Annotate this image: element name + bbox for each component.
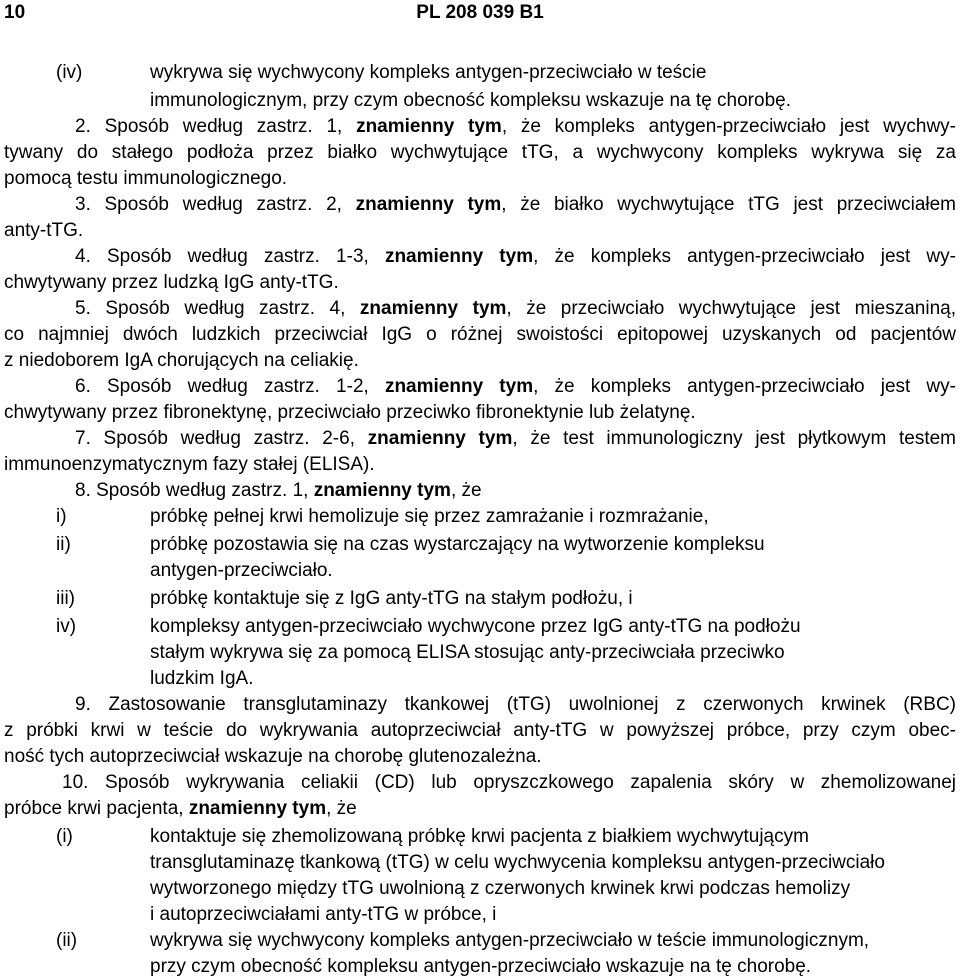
text-line: ludzkim IgA. [150, 668, 254, 689]
claim-keyword: znamienny tym [313, 480, 451, 501]
claim-10 [62, 771, 956, 795]
claim-text: , że kompleks antygen-przeciwciało jest wy- [533, 246, 956, 267]
item-number: (i) [56, 826, 73, 847]
text-line [4, 719, 956, 743]
claim-keyword: znamienny tym [384, 376, 534, 397]
text-line: próbkę kontaktuje się z IgG anty-tTG na stałym podłożu, i [150, 588, 633, 609]
claim-text: , że test immunologiczny jest płytkowym testem [512, 428, 956, 449]
text-line: kontaktuje się zhemolizowaną próbkę krwi pacjenta z białkiem wychwytującym [150, 826, 809, 847]
text-line: z niedoborem IgA chorujących na celiakię. [4, 350, 359, 371]
claim-keyword: znamienny tym [359, 298, 507, 319]
claim-text: , że kompleks antygen-przeciwciało jest wychwy- [501, 116, 957, 137]
text-line: wykrywa się wychwycony kompleks antygen-przeciwciało w teście immunologicznym, [150, 930, 870, 951]
patent-number: PL 208 039 B1 [416, 2, 544, 23]
claim-2 [75, 115, 956, 139]
claim-text: , że kompleks antygen-przeciwciało jest wy- [533, 376, 956, 397]
line-text: z próbki krwi w teście do wykrywania autoprzeciwciał anty-tTG w powyższej próbce, przy czym obec- [4, 720, 956, 741]
claim-keyword: znamienny tym [188, 798, 327, 819]
line-text: tywany do stałego podłoża przez białko wychwytujące tTG, a wychwycony kompleks wykrywa się za [4, 142, 956, 163]
claim-4 [75, 245, 956, 269]
claim-keyword: znamienny tym [384, 246, 534, 267]
claim-keyword: znamienny tym [367, 428, 513, 449]
claim-9 [75, 693, 956, 717]
claim-text: 4. Sposób według zastrz. 1-3, [75, 246, 385, 267]
page-header [0, 2, 960, 26]
text-line: stałym wykrywa się za pomocą ELISA stosując anty-przeciwciała przeciwko [150, 642, 785, 663]
text-line: transglutaminazę tkankową (tTG) w celu wychwycenia kompleksu antygen-przeciwciało [150, 852, 885, 873]
item-number: i) [56, 506, 67, 527]
item-number: iv) [56, 616, 77, 637]
text-line: pomocą testu immunologicznego. [4, 168, 288, 189]
claim-text: 6. Sposób według zastrz. 1-2, [75, 376, 385, 397]
claim-text: próbce krwi pacjenta, [4, 798, 189, 819]
item-number: ii) [56, 534, 71, 555]
line-text: 9. Zastosowanie transglutaminazy tkankowej (tTG) uwolnionej z czerwonych krwinek (RBC) [75, 694, 956, 715]
claim-text: , że [450, 480, 482, 501]
item-number: (iv) [56, 62, 83, 83]
text-line [4, 141, 956, 165]
claim-text: 8. Sposób według zastrz. 1, [75, 480, 314, 501]
text-line: chwytywany przez ludzką IgG anty-tTG. [4, 272, 339, 293]
claim-text: 2. Sposób według zastrz. 1, [75, 116, 357, 137]
claim-3 [75, 193, 956, 217]
claim-keyword: znamienny tym [355, 194, 502, 215]
claim-text: , że przeciwciało wychwytujące jest mieszaniną, [506, 298, 956, 319]
claim-text: 7. Sposób według zastrz. 2-6, [75, 428, 368, 449]
text-line: kompleksy antygen-przeciwciało wychwycone przez IgG anty-tTG na podłożu [150, 616, 801, 637]
text-line [4, 797, 357, 821]
claim-text: , że [326, 798, 357, 819]
item-number: (ii) [56, 930, 78, 951]
line-text: 10. Sposób wykrywania celiakii (CD) lub opryszczkowego zapalenia skóry w zhemolizowanej [62, 772, 956, 793]
text-line: i autoprzeciwciałami anty-tTG w próbce, i [150, 904, 497, 925]
text-line: wytworzonego między tTG uwolnioną z czerwonych krwinek krwi podczas hemolizy [150, 878, 851, 899]
text-line: próbkę pozostawia się na czas wystarczający na wytworzenie kompleksu [150, 534, 765, 555]
text-line: próbkę pełnej krwi hemolizuje się przez zamrażanie i rozmrażanie, [150, 506, 709, 527]
text-line: antygen-przeciwciało. [150, 560, 333, 581]
item-number: iii) [56, 588, 75, 609]
claim-7 [75, 427, 956, 451]
text-line: anty-tTG. [4, 220, 84, 241]
claim-5 [75, 297, 956, 321]
claim-text: , że białko wychwytujące tTG jest przeciwciałem [501, 194, 957, 215]
claim-keyword: znamienny tym [356, 116, 502, 137]
text-line: immunologicznym, przy czym obecność kompleksu wskazuje na tę chorobę. [150, 90, 791, 111]
text-line: chwytywany przez fibronektynę, przeciwciało przeciwko fibronektynie lub żelatynę. [4, 402, 696, 423]
claim-text: 5. Sposób według zastrz. 4, [75, 298, 360, 319]
text-line: ność tych autoprzeciwciał wskazuje na chorobę glutenozależna. [4, 746, 542, 767]
text-line [4, 323, 956, 347]
line-text: co najmniej dwóch ludzkich przeciwciał IgG o różnej swoistości epitopowej uzyskanych od pacjentów [4, 324, 956, 345]
text-line: immunoenzymatycznym fazy stałej (ELISA). [4, 454, 375, 475]
page-number: 10 [4, 2, 26, 23]
claim-text: 3. Sposób według zastrz. 2, [75, 194, 356, 215]
claim-6 [75, 375, 956, 399]
text-line: wykrywa się wychwycony kompleks antygen-przeciwciało w teście [150, 62, 707, 83]
text-line: przy czym obecność kompleksu antygen-przeciwciało wskazuje na tę chorobę. [150, 956, 812, 977]
claim-8 [75, 479, 482, 503]
